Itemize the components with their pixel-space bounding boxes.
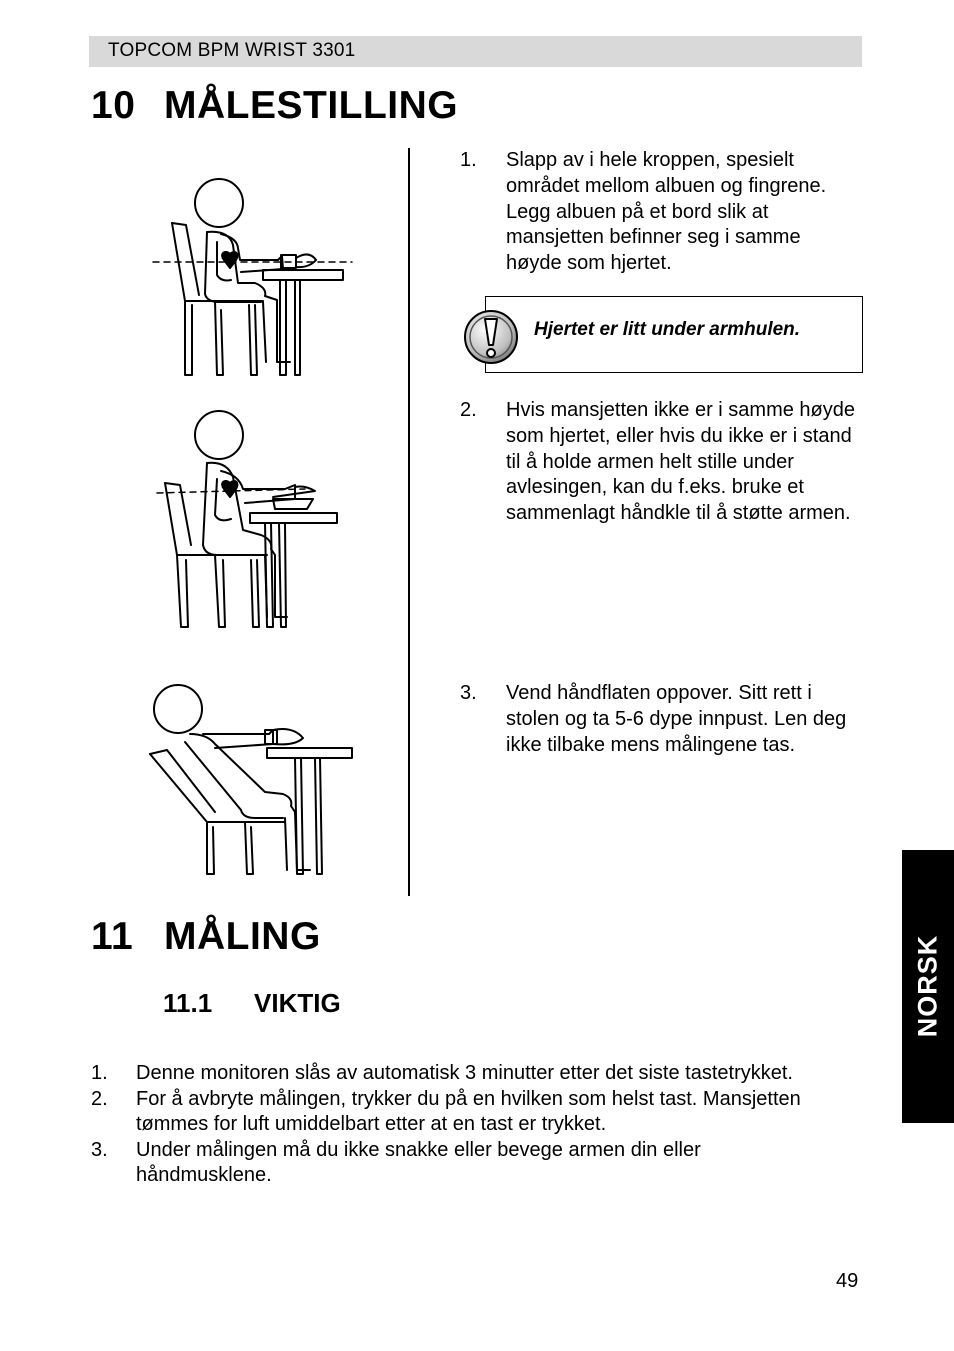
section-11-heading — [91, 915, 321, 959]
subsection-heading — [163, 988, 341, 1019]
step-1 — [460, 148, 860, 277]
step-text: Vend håndflaten oppover. Sitt rett i stolen og ta 5-6 dype innpust. Len deg ikke tilbake mens målingene tas. — [506, 682, 847, 756]
list-item-number: 1. — [91, 1062, 108, 1084]
page-number: 49 — [836, 1270, 859, 1292]
step-text: Slapp av i hele kroppen, spesielt området mellom albuen og fingrene. Legg albuen på et bord slik at mansjetten befinner seg i samme høyde som hjertet. — [506, 149, 827, 275]
step-number: 1. — [460, 149, 477, 171]
header-title: TOPCOM BPM WRIST 3301 — [108, 40, 356, 61]
step-text: Hvis mansjetten ikke er i samme høyde som hjertet, eller hvis du ikke er i stand til å holde armen helt stille under avlesingen, kan du f.eks. bruke et sammenlagt håndkle til å støtte armen. — [506, 399, 856, 525]
step-3 — [460, 681, 860, 758]
list-item-text: Denne monitoren slås av automatisk 3 minutter etter det siste tastetrykket. — [136, 1062, 793, 1084]
list-item-number: 3. — [91, 1138, 108, 1161]
list-item — [91, 1138, 811, 1189]
section-11-title: MÅLING — [164, 915, 321, 958]
column-divider — [408, 148, 410, 896]
exclamation-icon — [463, 309, 519, 365]
section-10-title: MÅLESTILLING — [164, 84, 459, 127]
important-list — [91, 1061, 811, 1189]
language-tab — [902, 850, 954, 1123]
header-bar — [89, 36, 862, 67]
section-10-number: 10 — [91, 84, 136, 127]
list-item-text: For å avbryte målingen, trykker du på en hvilken som helst tast. Mansjetten tømmes for luft umiddelbart etter at en tast er trykket. — [136, 1087, 801, 1136]
list-item — [91, 1087, 811, 1138]
figure-seated-arm-on-table — [145, 170, 360, 380]
list-item-number: 2. — [91, 1087, 108, 1110]
language-tab-label: NORSK — [912, 934, 943, 1038]
step-number: 2. — [460, 399, 477, 421]
figure-leaning-back — [145, 682, 360, 882]
list-item — [91, 1061, 811, 1087]
warning-text: Hjertet er litt under armhulen. — [534, 319, 801, 340]
list-item-text: Under målingen må du ikke snakke eller bevege armen din eller håndmusklene. — [136, 1138, 701, 1187]
subsection-title: VIKTIG — [254, 988, 341, 1018]
step-2 — [460, 398, 860, 527]
figure-seated-arm-on-towel — [155, 405, 345, 630]
step-number: 3. — [460, 682, 477, 704]
section-10-heading — [91, 84, 458, 128]
section-11-number: 11 — [91, 915, 134, 958]
warning-box — [485, 296, 863, 373]
subsection-number: 11.1 — [163, 988, 213, 1018]
